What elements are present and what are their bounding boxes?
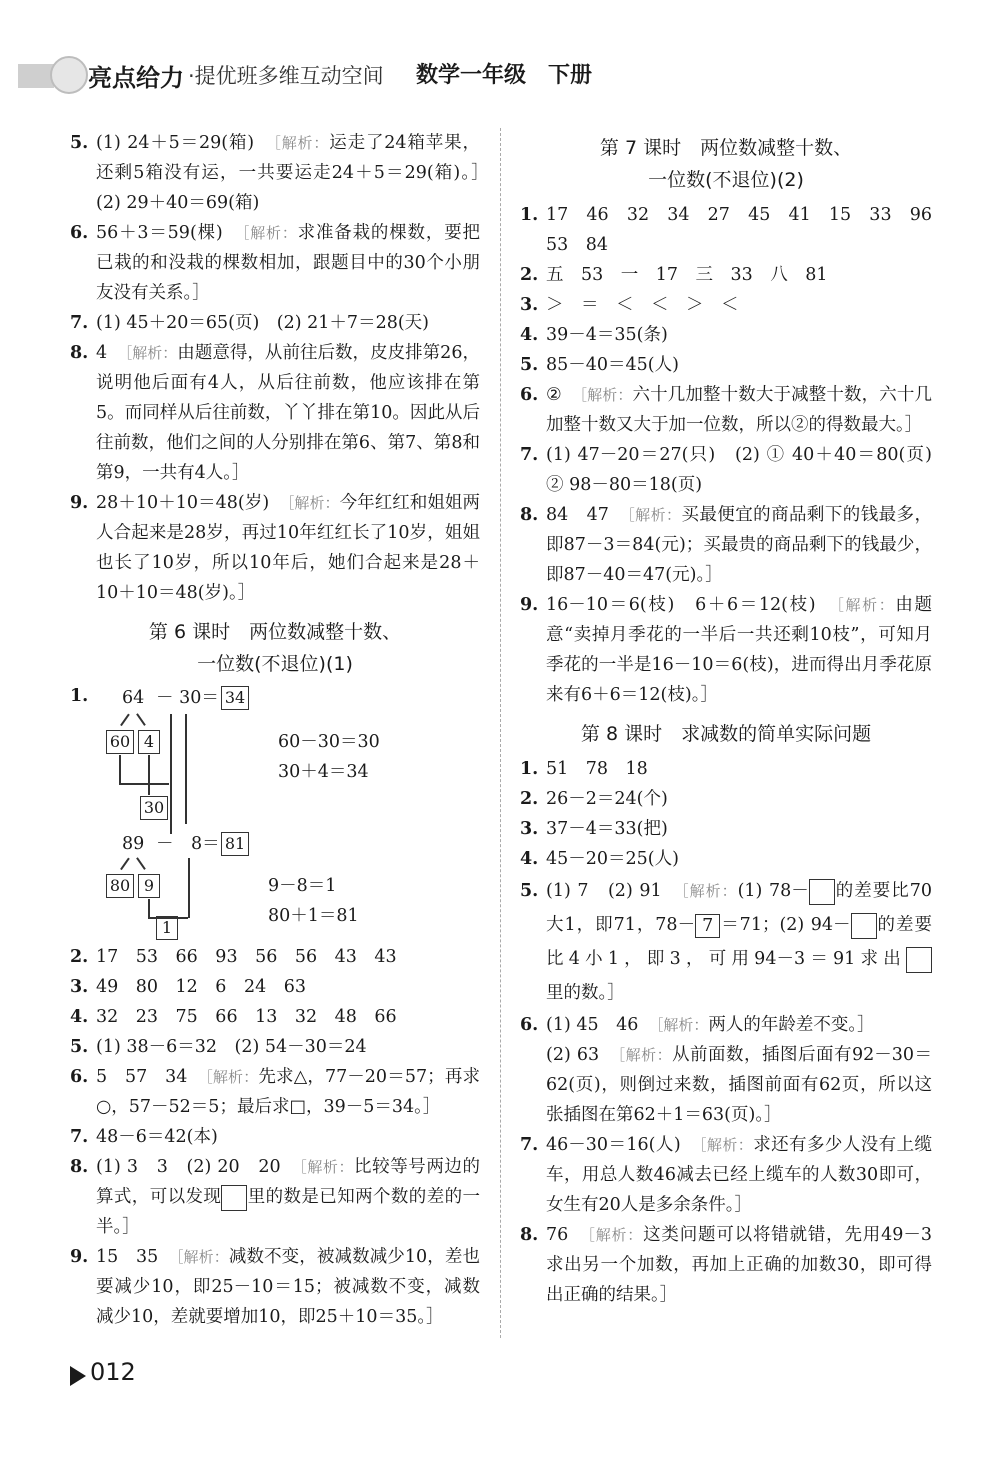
answer-text: 32 23 75 66 13 32 48 66 [96, 1007, 397, 1027]
diagram-eq1-rest: － 30＝ [156, 688, 219, 708]
answer-item [70, 1032, 480, 1062]
item-number: 5. [520, 355, 539, 375]
lesson-8-heading [520, 718, 932, 750]
answer-text: 76 [546, 1225, 588, 1245]
item-number: 4. [520, 849, 539, 869]
analysis-label: ［解析： [617, 1046, 673, 1064]
answer-text: 17 53 66 93 56 56 43 43 [96, 947, 397, 967]
answer-text: 85－40＝45(人) [546, 355, 679, 375]
analysis-text: 里的数是已知两个数的差的一半。］ [96, 1187, 481, 1237]
answer-text: 5 57 34 [96, 1067, 206, 1087]
diagram-branch-line [136, 714, 145, 726]
answer-item [520, 200, 950, 260]
answer-item [520, 844, 932, 874]
answer-list [70, 128, 498, 608]
answer-item [520, 1220, 932, 1310]
answer-item [70, 338, 480, 488]
item-number: 9. [70, 493, 89, 513]
answer-item [70, 972, 480, 1002]
answer-text: (1) 45＋20＝65(页) (2) 21＋7＝28(天) [96, 313, 429, 333]
analysis-text: 从前面数，插图后面有92－30＝62(页)，则倒过来数，插图前面有62页，所以这张插图在第62＋1＝63(页)。］ [546, 1045, 932, 1125]
item-number: 7. [520, 445, 539, 465]
analysis-text: 这类问题可以将错就错，先用49－3求出另一个加数，再加上正确的加数30，即可得出正确的结果。］ [546, 1225, 932, 1305]
brand-subtitle: ·提优班多维互动空间 [188, 64, 384, 88]
answer-text: (1) 47－20＝27(只) (2) ① 40＋40＝80(页) ② 98－80＝18(页) [546, 445, 950, 495]
answer-text: 48－6＝42(本) [96, 1127, 218, 1147]
answer-item [70, 942, 480, 972]
analysis-label: ［解析： [286, 494, 340, 512]
analysis-label: ［解析： [124, 344, 178, 362]
analysis-text: 的差要比4小1，即3，可用94－3＝91求出 [546, 915, 933, 969]
analysis-text: 今年红红和姐姐两人合起来是28岁，再过10年红红长了10岁，姐姐也长了10岁，所以10年后，她们合起来是28＋10＋10＝48(岁)。］ [96, 493, 480, 603]
item-number: 6. [70, 223, 89, 243]
analysis-label: ［解析： [579, 386, 633, 404]
item-number: 3. [520, 295, 539, 315]
diagram-split-box: 80 [106, 874, 134, 898]
analysis-label: ［解析： [299, 1158, 355, 1176]
answer-list [520, 1010, 932, 1310]
answer-text: 五 53 一 17 三 33 八 81 [546, 265, 828, 285]
item-number: 6. [70, 1067, 89, 1087]
answer-item [520, 874, 932, 1010]
item-number: 8. [520, 505, 539, 525]
answer-text: 26－2＝24(个) [546, 789, 668, 809]
lesson-7-heading [520, 132, 932, 196]
analysis-label: ［解析： [175, 1248, 229, 1266]
answer-text: (1) 38－6＝32 (2) 54－30＝24 [96, 1037, 367, 1057]
answer-item [70, 1152, 480, 1242]
analysis-label: ［解析： [627, 506, 682, 524]
analysis-text: (1) 78－ [737, 881, 809, 901]
blank-box [221, 1185, 247, 1211]
analysis-text: 买最便宜的商品剩下的钱最多，即87－3＝84(元)；买最贵的商品剩下的钱最少，即87－40＝47(元)。］ [546, 505, 932, 585]
answer-item [520, 260, 932, 290]
answer-item [70, 1122, 480, 1152]
page-header [0, 0, 1000, 104]
answer-text: 39－4＝35(条) [546, 325, 668, 345]
analysis-text: ＝71；(2) 94－ [720, 915, 851, 935]
analysis-text: 先求△，77－20＝57；再求○，57－52＝5；最后求□，39－5＝34。］ [96, 1067, 480, 1117]
item-number: 6. [520, 385, 539, 405]
diagram-eq2-minuend: 89 [122, 834, 145, 854]
answer-text: 17 46 32 34 27 45 41 15 33 96 53 84 [546, 205, 950, 255]
analysis-text: 里的数。］ [546, 983, 625, 1003]
blank-box [906, 947, 932, 973]
analysis-text: 求准备栽的棵数，要把已栽的和没栽的棵数相加，跟题目中的30个小朋友没有关系。］ [96, 223, 481, 303]
item-number: 8. [70, 1157, 89, 1177]
analysis-label: ［解析： [205, 1068, 259, 1086]
analysis-label: ［解析： [241, 224, 298, 242]
analysis-text: 的差要比70大1，即71，78－ [546, 881, 932, 935]
page-number: 012 [90, 1358, 136, 1386]
item-number: 2. [520, 789, 539, 809]
item-number: 1. [70, 686, 89, 706]
blank-box [809, 879, 835, 905]
answer-item [70, 128, 498, 218]
item-number: 4. [520, 325, 539, 345]
answer-item [520, 1010, 932, 1040]
answer-text: 28＋10＋10＝48(岁) [96, 493, 287, 513]
diagram-step: 60－30＝30 [278, 732, 380, 752]
item-number: 1. [520, 205, 539, 225]
answer-item [520, 290, 932, 320]
diagram-step: 30＋4＝34 [278, 762, 369, 782]
answer-list [70, 942, 480, 1152]
analysis-label: ［解析： [699, 1136, 754, 1154]
diagram-arrow-shaft [185, 714, 187, 824]
diagram-split-box: 60 [106, 730, 134, 754]
diagram-partial-box: 1 [156, 916, 178, 940]
calculation-diagram [70, 684, 480, 940]
answer-item [520, 380, 932, 440]
answer-list [520, 200, 950, 710]
analysis-label: ［解析： [681, 882, 738, 900]
answer-text: (1) 45 46 [546, 1015, 656, 1035]
diagram-branch-line [136, 858, 145, 870]
blank-box [851, 913, 877, 939]
lesson-title-line1: 第 8 课时 求减数的简单实际问题 [580, 723, 872, 745]
answer-item [520, 1130, 932, 1220]
answer-item [70, 308, 480, 338]
answer-text: 15 35 [96, 1247, 176, 1267]
answer-item [520, 1040, 932, 1130]
analysis-label: ［解析： [836, 596, 896, 614]
answer-text: (2) 63 [546, 1045, 618, 1065]
header-bar-decoration [18, 64, 54, 88]
answer-text: 4 [96, 343, 125, 363]
item-number: 9. [520, 595, 539, 615]
lesson-title-line2: 一位数(不退位)(2) [648, 169, 804, 191]
left-column [70, 128, 498, 1332]
diagram-step: 80＋1＝81 [268, 906, 359, 926]
item-number: 3. [520, 819, 539, 839]
subject-label: 数学一年级 下册 [416, 63, 593, 88]
diagram-connector [170, 714, 172, 834]
item-number: 2. [70, 947, 89, 967]
answer-item [520, 320, 932, 350]
analysis-label: ［解析： [273, 134, 330, 152]
diagram-eq1-result-box: 34 [221, 686, 249, 710]
analysis-text: 由题意“卖掉月季花的一半后一共还剩10枝”，可知月季花的一半是16－10＝6(枝)，进而得出月季花原来有6＋6＝12(枝)。］ [546, 595, 933, 705]
answer-text: 51 78 18 [546, 759, 648, 779]
lesson-6-heading [70, 616, 480, 680]
item-number: 7. [70, 1127, 89, 1147]
answer-text: 45－20＝25(人) [546, 849, 679, 869]
diagram-partial-box: 30 [140, 796, 168, 820]
diagram-split-box: 4 [138, 730, 160, 754]
item-number: 5. [520, 881, 539, 901]
analysis-text: 六十几加整十数大于减整十数，六十几加整十数又大于加一位数，所以②的得数最大。］ [546, 385, 932, 435]
item-number: 7. [520, 1135, 539, 1155]
item-number: 4. [70, 1007, 89, 1027]
answer-item [70, 218, 480, 308]
analysis-text: 由题意得，从前往后数，皮皮排第26，说明他后面有4人，从后往前数，他应该排在第5。而同样从后往前数，丫丫排在第10。因此从后往前数，他们之间的人分别排在第6、第7、第8和第9，一共有4人。］ [96, 343, 480, 483]
analysis-text: 比较等号两边的算式，可以发现 [96, 1157, 480, 1207]
diagram-split-box: 9 [138, 874, 160, 898]
item-number: 8. [520, 1225, 539, 1245]
item-number: 3. [70, 977, 89, 997]
item-number: 5. [70, 1037, 89, 1057]
column-divider [500, 128, 501, 1338]
diagram-connector [148, 899, 150, 917]
diagram-connector [148, 755, 150, 795]
analysis-text: 减数不变，被减数减少10，差也要减少10，即25－10＝15；被减数不变，减数减少10，差就要增加10，即25＋10＝35。］ [96, 1247, 480, 1327]
item-number: 2. [520, 265, 539, 285]
lesson-title-line2: 一位数(不退位)(1) [197, 653, 353, 675]
right-column [520, 128, 950, 1310]
answer-item [520, 814, 932, 844]
analysis-label: ［解析： [655, 1016, 709, 1034]
brand-title: 亮点给力 [88, 64, 184, 92]
answer-text: 16－10＝6(枝) 6＋6＝12(枝) [546, 595, 837, 615]
brand-logo-icon [50, 56, 88, 94]
item-number: 5. [70, 133, 89, 153]
analysis-text: 两人的年龄差不变。］ [708, 1015, 875, 1035]
answer-item [520, 440, 950, 500]
answer-text: (1) 24＋5＝29(箱) [96, 133, 274, 153]
item-number: 6. [520, 1015, 539, 1035]
answer-text: 56＋3＝59(棵) [96, 223, 242, 243]
answer-text: 84 47 [546, 505, 628, 525]
answer-text: ＞ ＝ ＜ ＜ ＞ ＜ [546, 295, 739, 315]
answer-text: 37－4＝33(把) [546, 819, 668, 839]
answer-item [70, 488, 480, 608]
answer-item [70, 1242, 480, 1332]
analysis-text: 求还有多少人没有上缆车，用总人数46减去已经上缆车的人数30即可，女生有20人是多余条件。］ [546, 1135, 932, 1215]
answer-item [520, 784, 932, 814]
answer-item [520, 500, 932, 590]
item-number: 8. [70, 343, 89, 363]
answer-item [70, 1062, 480, 1122]
item-number: 9. [70, 1247, 89, 1267]
diagram-connector [188, 858, 190, 918]
answer-text: ② [546, 385, 580, 405]
diagram-eq1-minuend: 64 [122, 688, 145, 708]
lesson-title-line1: 第 7 课时 两位数减整十数、 [599, 137, 853, 159]
diagram-branch-line [120, 858, 129, 870]
page-arrow-icon [70, 1366, 86, 1386]
answer-item [520, 590, 932, 710]
item-number: 7. [70, 313, 89, 333]
answer-list [520, 754, 932, 874]
answer-text: (1) 7 (2) 91 [546, 881, 682, 901]
answer-text: 46－30＝16(人) [546, 1135, 699, 1155]
lesson-title-line1: 第 6 课时 两位数减整十数、 [148, 621, 402, 643]
filled-box: 7 [695, 914, 720, 938]
analysis-label: ［解析： [587, 1226, 644, 1244]
diagram-eq2-result-box: 81 [221, 832, 249, 856]
answer-item [520, 754, 932, 784]
diagram-eq2-rest: － 8＝ [156, 834, 220, 854]
answer-text: 49 80 12 6 24 63 [96, 977, 306, 997]
analysis-text: 运走了24箱苹果，还剩5箱没有运，一共要运走24＋5＝29(箱)。］ (2) 29＋40＝69(箱) [96, 133, 498, 213]
answer-text: (1) 3 3 (2) 20 20 [96, 1157, 300, 1177]
answer-item [520, 350, 932, 380]
item-number: 1. [520, 759, 539, 779]
answer-item [70, 1002, 480, 1032]
diagram-branch-line [120, 714, 129, 726]
diagram-connector [119, 783, 169, 785]
diagram-connector [119, 755, 121, 783]
diagram-step: 9－8＝1 [268, 876, 337, 896]
